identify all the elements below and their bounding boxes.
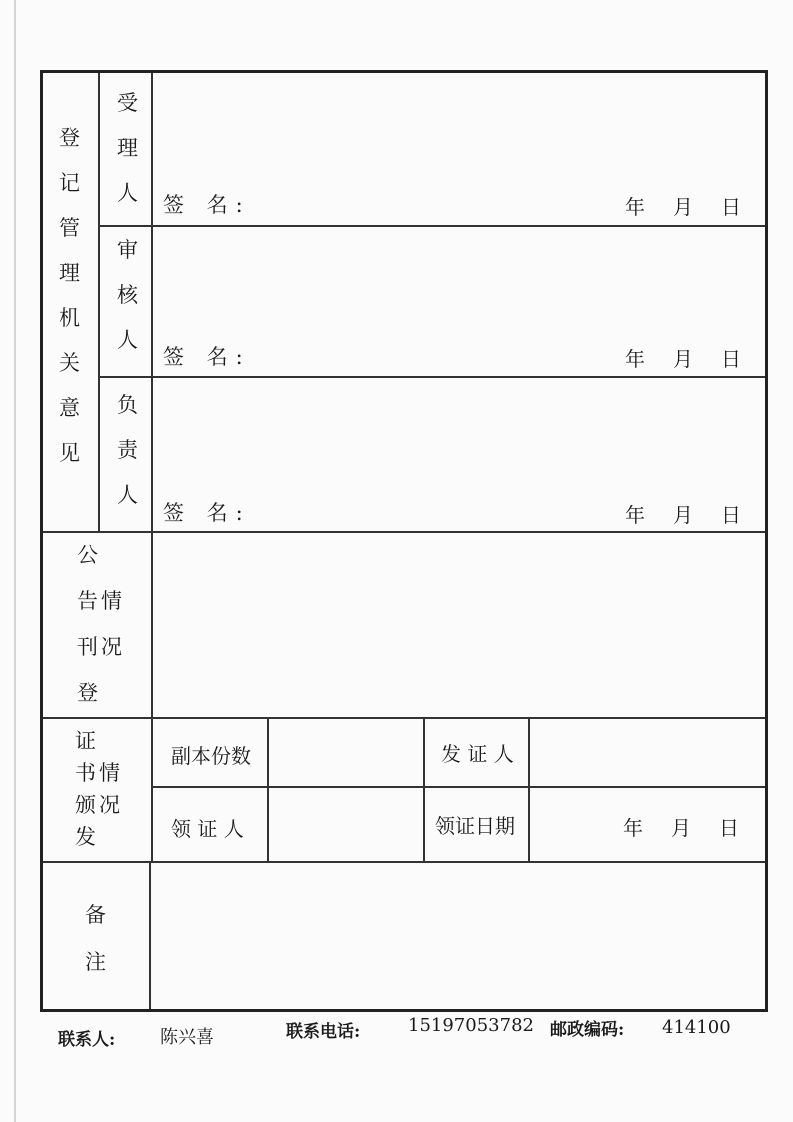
sign-label-person-in-charge: 签 名: xyxy=(163,501,251,525)
label-char: 证 xyxy=(75,729,96,753)
divider-cert-row xyxy=(151,786,768,788)
date-year: 年 xyxy=(623,816,643,840)
divider-cert-col3 xyxy=(423,717,425,861)
sign-label-reviewer: 签 名: xyxy=(163,345,251,369)
role-char: 审 xyxy=(117,238,138,262)
label-char: 注 xyxy=(85,950,106,974)
role-char: 负 xyxy=(117,393,138,417)
date-month: 月 xyxy=(673,347,693,371)
label-char: 况 xyxy=(99,793,120,817)
date-month: 月 xyxy=(671,816,691,840)
contact-name: 陈兴喜 xyxy=(160,1027,214,1048)
postal-code-label: 邮政编码: xyxy=(550,1020,625,1040)
role-receiver xyxy=(117,93,138,204)
label-char: 记 xyxy=(59,171,80,195)
label-char: 公 xyxy=(77,543,98,567)
date-day: 日 xyxy=(721,503,741,527)
copies-label: 副本份数 xyxy=(171,744,251,768)
date-day: 日 xyxy=(721,347,741,371)
contact-label: 联系人: xyxy=(58,1030,116,1050)
role-person-in-charge xyxy=(117,395,138,506)
role-char: 理 xyxy=(117,136,138,160)
receive-date[interactable] xyxy=(623,812,739,841)
signature-area-person-in-charge[interactable] xyxy=(153,378,768,531)
copies-field[interactable] xyxy=(269,719,423,786)
label-char: 见 xyxy=(59,441,80,465)
postal-code: 414100 xyxy=(662,1017,731,1038)
role-char: 责 xyxy=(117,438,138,462)
role-char: 人 xyxy=(117,328,138,352)
remarks-content-area[interactable] xyxy=(151,863,768,1012)
role-char: 受 xyxy=(117,91,138,115)
remarks-label xyxy=(85,905,106,973)
label-char: 情 xyxy=(101,589,122,613)
role-char: 人 xyxy=(117,181,138,205)
label-char: 备 xyxy=(85,903,106,927)
issuer-field[interactable] xyxy=(530,719,768,786)
label-char: 意 xyxy=(59,396,80,420)
date-year: 年 xyxy=(625,503,645,527)
divider-role-column xyxy=(98,73,100,531)
label-char: 机 xyxy=(59,306,80,330)
receiver-field[interactable] xyxy=(269,788,423,861)
label-char: 登 xyxy=(77,681,98,705)
date-year: 年 xyxy=(625,347,645,371)
phone-label: 联系电话: xyxy=(286,1022,361,1042)
contact-footer xyxy=(0,1015,793,1051)
role-char: 核 xyxy=(117,283,138,307)
registration-opinion-label xyxy=(59,128,80,464)
label-char: 情 xyxy=(99,761,120,785)
label-char: 告 xyxy=(77,589,98,613)
registration-form xyxy=(40,70,768,1012)
announcement-label-col2 xyxy=(101,591,122,658)
role-reviewer xyxy=(117,240,138,351)
signature-area-reviewer[interactable] xyxy=(153,227,768,376)
date-month: 月 xyxy=(673,503,693,527)
label-char: 刊 xyxy=(77,635,98,659)
label-char: 理 xyxy=(59,261,80,285)
certificate-label-col2 xyxy=(99,763,120,816)
receive-date-label: 领证日期 xyxy=(435,814,515,838)
phone-number: 15197053782 xyxy=(408,1015,534,1036)
receiver-label: 领 证 人 xyxy=(171,817,244,841)
page-edge xyxy=(14,0,16,1122)
date-month: 月 xyxy=(673,195,693,219)
label-char: 书 xyxy=(75,761,96,785)
label-char: 况 xyxy=(101,635,122,659)
sign-label-receiver: 签 名: xyxy=(163,193,251,217)
label-char: 发 xyxy=(75,825,96,849)
announcement-content-area[interactable] xyxy=(153,533,768,717)
label-char: 关 xyxy=(59,351,80,375)
label-char: 管 xyxy=(59,216,80,240)
role-char: 人 xyxy=(117,483,138,507)
signature-area-receiver[interactable] xyxy=(153,73,768,225)
certificate-label-col1 xyxy=(75,731,96,848)
date-day: 日 xyxy=(719,816,739,840)
announcement-label-col1 xyxy=(77,545,98,704)
date-year: 年 xyxy=(625,195,645,219)
issuer-label: 发 证 人 xyxy=(441,742,514,766)
date-day: 日 xyxy=(721,195,741,219)
label-char: 颁 xyxy=(75,793,96,817)
label-char: 登 xyxy=(59,126,80,150)
